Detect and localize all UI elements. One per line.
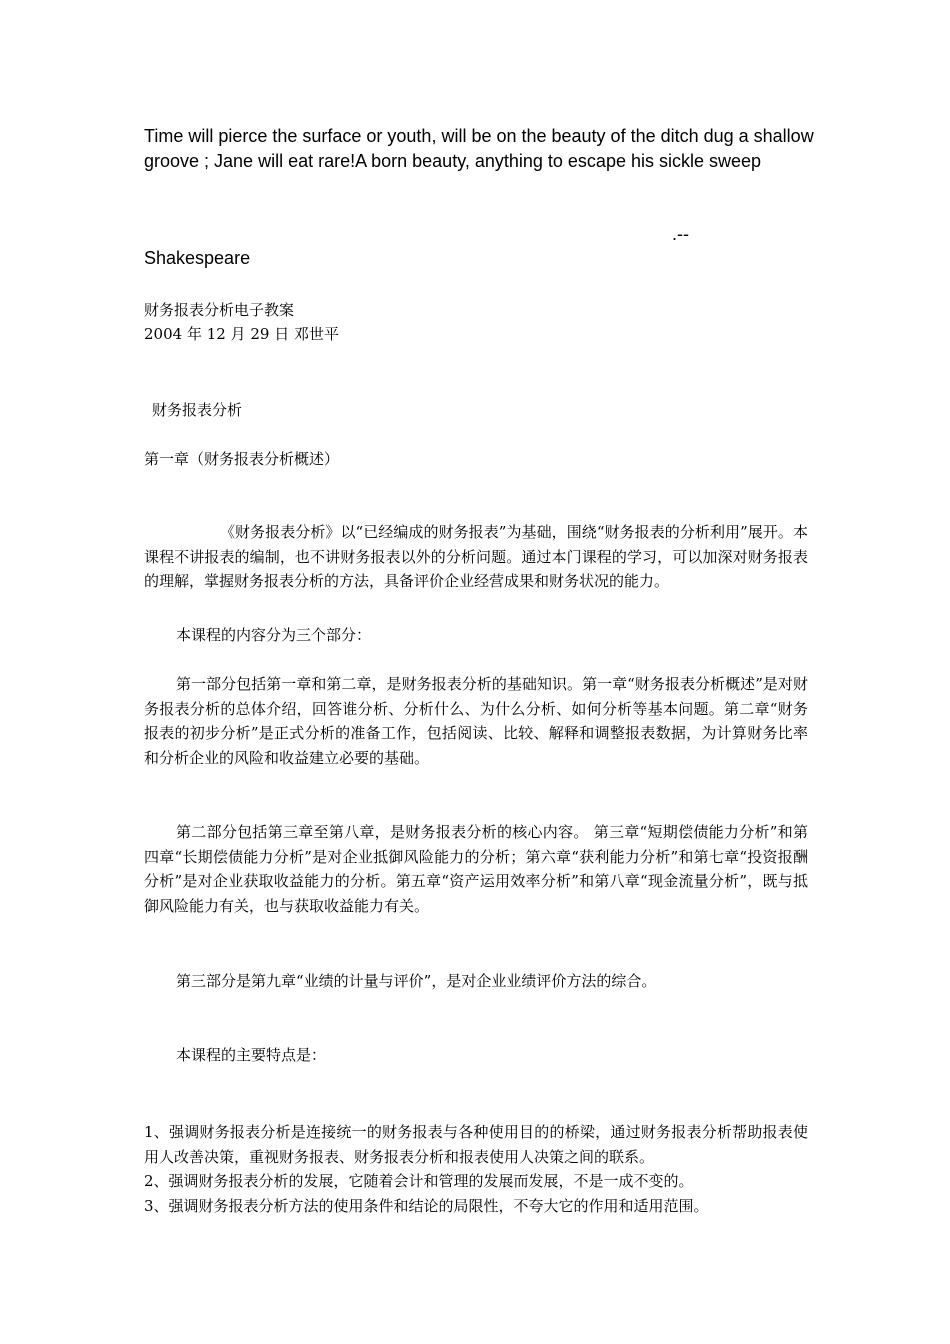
feature-item-1: 1、强调财务报表分析是连接统一的财务报表与各种使用目的的桥梁，通过财务报表分析帮助报表使用人改善决策，重视财务报表、财务报表分析和报表使用人决策之间的联系。	[144, 1123, 808, 1166]
parts-intro: 本课程的内容分为三个部分：	[176, 626, 372, 644]
feature-item-2: 2、强调财务报表分析的发展，它随着会计和管理的发展而发展，不是一成不变的。	[144, 1172, 694, 1190]
features-intro: 本课程的主要特点是：	[176, 1046, 327, 1064]
feature-item-3: 3、强调财务报表分析方法的使用条件和结论的局限性，不夸大它的作用和适用范围。	[144, 1197, 709, 1215]
part2-paragraph: 第二部分包括第三章至第八章，是财务报表分析的核心内容。 第三章“短期偿债能力分析”和第四章“长期偿债能力分析”是对企业抵御风险能力的分析；第六章“获利能力分析”和第七章“投资报酬分析”是对企业获取收益能力的分析。第五章“资产运用效率分析”和第八章“现金流量分析”，既与抵御风险能力有关，也与获取收益能力有关。	[144, 823, 808, 915]
epigraph-dash: .--	[672, 224, 689, 244]
part3-paragraph: 第三部分是第九章“业绩的计量与评价”，是对企业业绩评价方法的综合。	[176, 972, 657, 990]
document-title: 财务报表分析电子教案	[144, 301, 295, 319]
date-author-line: 2004 年 12 月 29 日 邓世平	[144, 325, 339, 343]
epigraph-quote: Time will pierce the surface or youth, will be on the beauty of the ditch dug a shallow groove ; Jane will eat rare!A born beauty, anything to escape his sickle sweep	[144, 126, 814, 171]
part1-paragraph: 第一部分包括第一章和第二章，是财务报表分析的基础知识。第一章“财务报表分析概述”是对财务报表分析的总体介绍，回答谁分析、分析什么、为什么分析、如何分析等基本问题。第二章“财务报表的初步分析”是正式分析的准备工作，包括阅读、比较、解释和调整报表数据，为计算财务比率和分析企业的风险和收益建立必要的基础。	[144, 675, 808, 767]
chapter-title: 第一章（财务报表分析概述）	[144, 450, 340, 468]
intro-paragraph: 《财务报表分析》以“已经编成的财务报表”为基础，围绕“财务报表的分析利用”展开。本课程不讲报表的编制，也不讲财务报表以外的分析问题。通过本门课程的学习，可以加深对财务报表的理解，掌握财务报表分析的方法，具备评价企业经营成果和财务状况的能力。	[144, 523, 808, 590]
epigraph-author: Shakespeare	[144, 248, 251, 268]
course-title: 财务报表分析	[152, 401, 243, 419]
